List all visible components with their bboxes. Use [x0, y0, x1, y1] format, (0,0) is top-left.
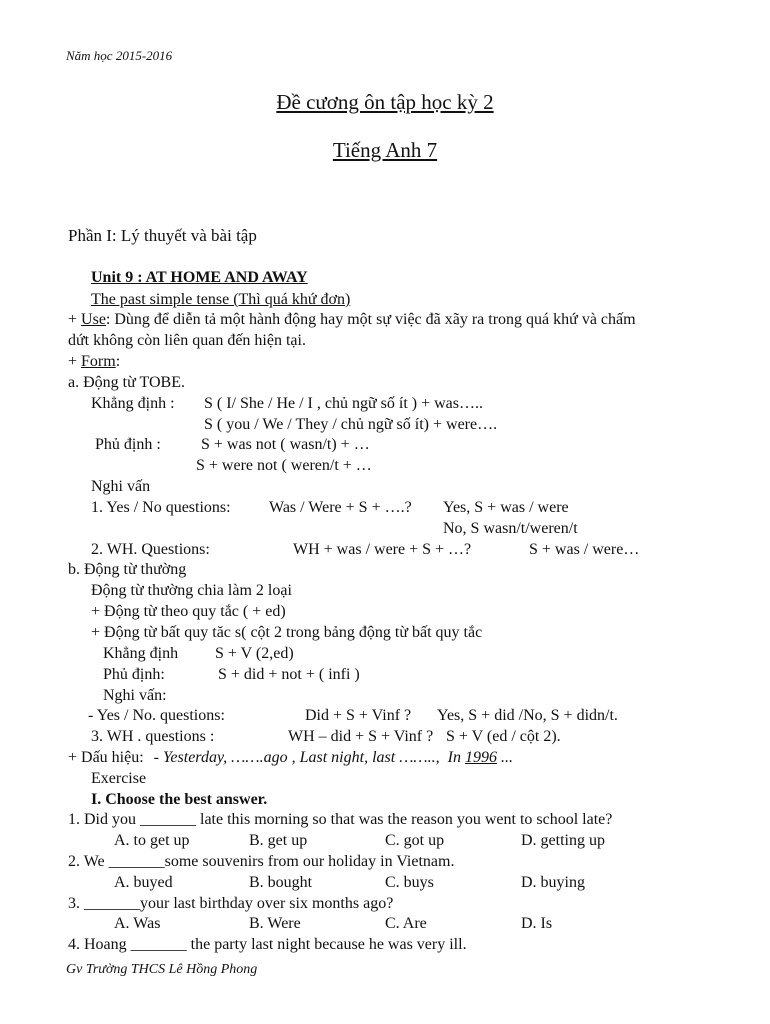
tobe-aff-1: S ( I/ She / He / I , chủ ngữ số ít ) + was…..: [204, 395, 483, 412]
signals-in: In: [447, 749, 465, 766]
exercise-label: Exercise: [91, 770, 147, 787]
tobe-neg-2: S + were not ( weren/t + …: [196, 457, 372, 474]
use-line: [68, 310, 636, 330]
part-heading: Phần I: Lý thuyết và bài tập: [68, 226, 257, 245]
regular-wh-label: 3. WH . questions :: [91, 728, 215, 745]
use-prefix: +: [68, 311, 82, 328]
form-suffix: :: [115, 353, 121, 370]
form-line: [68, 352, 120, 372]
question-3: 3. _______your last birthday over six months ago?: [68, 895, 394, 912]
tobe-neg-label: Phủ định :: [95, 436, 161, 453]
signals-line: [68, 748, 513, 768]
question-2-option-a[interactable]: A. buyed: [114, 874, 173, 891]
question-1: 1. Did you _______ late this morning so that was the reason you went to school late?: [68, 811, 613, 828]
question-3-option-c[interactable]: C. Are: [385, 915, 427, 932]
regular-neg-label: Phủ định:: [103, 666, 165, 683]
tobe-yn-answer-1: Yes, S + was / were: [443, 499, 569, 516]
regular-yn-label: - Yes / No. questions:: [88, 707, 225, 724]
tobe-neg-1: S + was not ( wasn/t) + …: [201, 436, 370, 453]
question-3-option-a[interactable]: A. Was: [114, 915, 161, 932]
exercise-heading: I. Choose the best answer.: [91, 791, 268, 808]
form-prefix: +: [68, 353, 82, 370]
subject-title: Tiếng Anh 7: [332, 138, 438, 162]
question-1-option-a[interactable]: A. to get up: [114, 832, 190, 849]
regular-q-label: Nghi vấn:: [103, 687, 167, 704]
use-text: : Dùng để diễn tả một hành động hay một sự việc đã xãy ra trong quá khứ và chấm: [105, 311, 636, 328]
signals-year: 1996: [464, 749, 497, 766]
regular-yn-form: Did + S + Vinf ?: [305, 707, 412, 724]
regular-aff-form: S + V (2,ed): [215, 645, 294, 662]
tobe-yn-label: 1. Yes / No questions:: [91, 499, 231, 516]
regular-type-2: + Động từ bất quy tăc s( cột 2 trong bảng động từ bất quy tắc: [91, 624, 483, 641]
signals-tail: ...: [496, 749, 513, 766]
question-2: 2. We _______some souvenirs from our holiday in Vietnam.: [68, 853, 455, 870]
tobe-yn-form: Was / Were + S + ….?: [269, 499, 412, 516]
question-1-option-b[interactable]: B. get up: [249, 832, 308, 849]
regular-aff-label: Khẳng định: [103, 645, 179, 662]
tobe-yn-answer-2: No, S wasn/t/weren/t: [443, 520, 578, 537]
question-2-option-b[interactable]: B. bought: [249, 874, 313, 891]
tobe-aff-label: Khẳng định :: [91, 395, 175, 412]
regular-yn-answer: Yes, S + did /No, S + didn/t.: [437, 707, 618, 724]
signals-label: + Dấu hiệu:: [68, 749, 144, 766]
signals-items: - Yesterday, …….ago , Last night, last ……..,: [153, 749, 444, 766]
document-title: Đề cương ôn tập học kỳ 2: [276, 90, 494, 114]
tobe-heading: a. Động từ TOBE.: [68, 374, 185, 391]
tobe-aff-2: S ( you / We / They / chủ ngữ số ít) + were….: [204, 416, 498, 433]
tobe-wh-answer: S + was / were…: [529, 541, 640, 558]
question-2-option-d[interactable]: D. buying: [521, 874, 585, 891]
regular-desc: Động từ thường chia làm 2 loại: [91, 582, 292, 599]
school-year-header: Năm học 2015-2016: [66, 48, 173, 63]
question-1-option-c[interactable]: C. got up: [385, 832, 445, 849]
unit-heading: Unit 9 : AT HOME AND AWAY: [91, 269, 308, 286]
question-3-option-d[interactable]: D. Is: [521, 915, 553, 932]
question-3-option-b[interactable]: B. Were: [249, 915, 301, 932]
regular-heading: b. Động từ thường: [68, 561, 187, 578]
use-line-2: dứt không còn liên quan đến hiện tại.: [68, 332, 306, 349]
footer-teacher: Gv Trường THCS Lê Hồng Phong: [66, 962, 258, 977]
form-label: Form: [81, 353, 116, 370]
tense-heading: The past simple tense (Thì quá khứ đơn): [91, 291, 351, 308]
regular-wh-form: WH – did + S + Vinf ?: [288, 728, 434, 745]
regular-neg-form: S + did + not + ( infi ): [218, 666, 360, 683]
question-2-option-c[interactable]: C. buys: [385, 874, 434, 891]
tobe-q-label: Nghi vấn: [91, 478, 151, 495]
regular-type-1: + Động từ theo quy tắc ( + ed): [91, 603, 286, 620]
tobe-wh-form: WH + was / were + S + …?: [293, 541, 472, 558]
question-1-option-d[interactable]: D. getting up: [521, 832, 605, 849]
use-label: Use: [81, 311, 106, 328]
tobe-wh-label: 2. WH. Questions:: [91, 541, 210, 558]
regular-wh-answer: S + V (ed / cột 2).: [446, 728, 561, 745]
question-4: 4. Hoang _______ the party last night because he was very ill.: [68, 936, 467, 953]
